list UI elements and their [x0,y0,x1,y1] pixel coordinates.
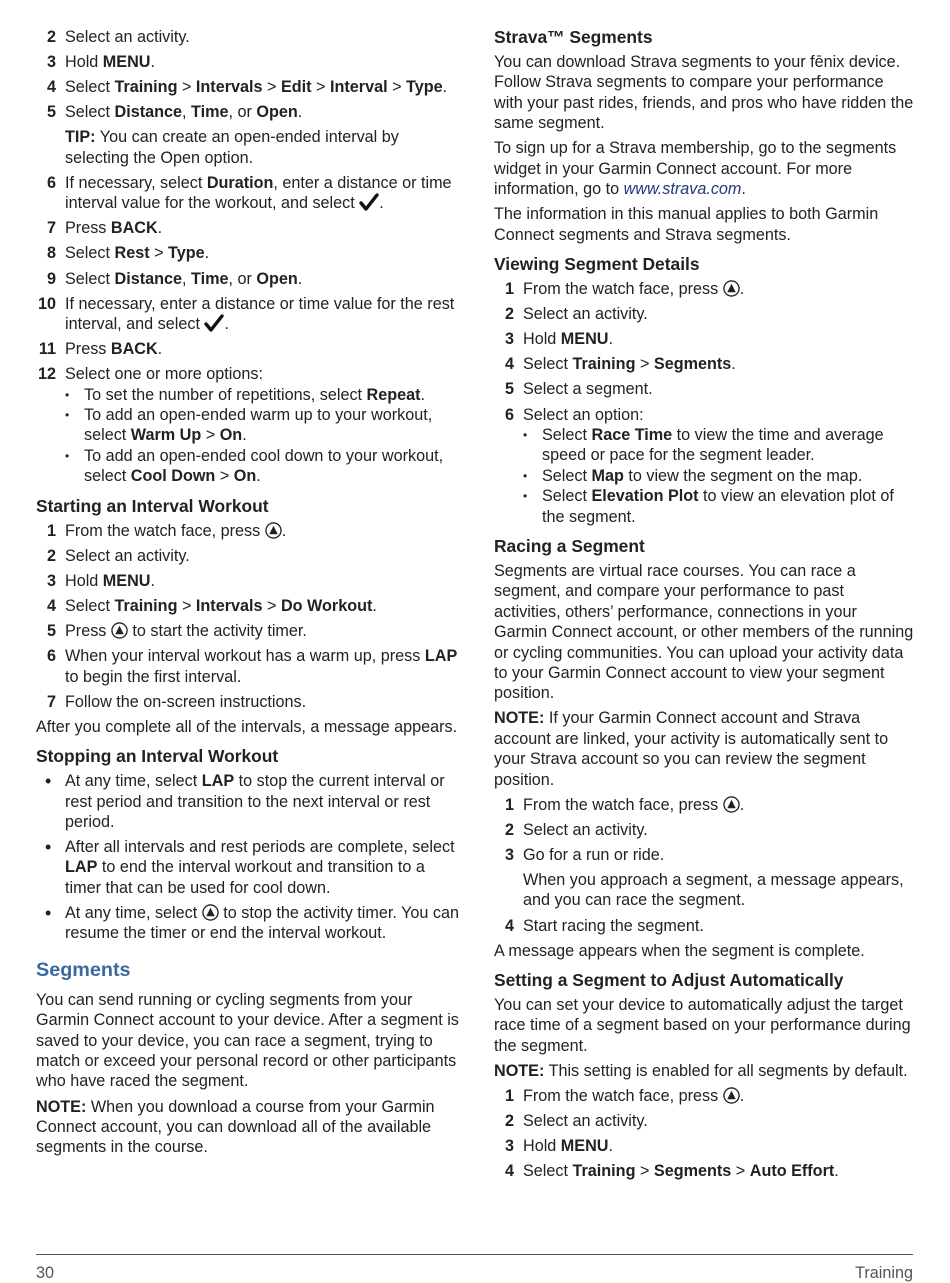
section-heading: Racing a Segment [494,535,645,556]
paragraph: A message appears when the segment is complete. [494,941,865,960]
step: 5 Select a segment. [504,380,653,399]
up-button-icon [202,904,219,921]
step: 4 Select Training > Segments. [504,355,736,374]
step: 8 Select Rest > Type. [46,244,210,263]
note: NOTE: When you download a course from your Garmin Connect account, you can download all of the available segments in the course. [36,1097,435,1157]
step: 3 Hold MENU. [46,53,155,72]
section-heading: Starting an Interval Workout [36,495,269,516]
step: 1 From the watch face, press . [504,1087,745,1106]
up-button-icon [723,280,740,297]
step: 11 Press BACK. [38,340,163,359]
list-item: • To add an open-ended warm up to your workout, select Warm Up > On. [36,405,464,446]
section-heading: Stopping an Interval Workout [36,746,279,767]
step: 3 Go for a run or ride. [504,845,665,864]
list-item: • After all intervals and rest periods are complete, select LAP to end the interval workout and transition to a timer that can be used for cool down. [36,837,464,898]
step: 6 When your interval workout has a warm up, press LAP to begin the first interval. [46,647,458,686]
option-list [36,385,464,487]
note: NOTE: This setting is enabled for all segments by default. [494,1061,908,1080]
step: 2 Select an activity. [504,1112,648,1131]
check-icon [359,193,379,211]
step: 7 Press BACK. [46,219,163,238]
list-item: • To set the number of repetitions, select Repeat. [36,385,464,405]
step: 3 Hold MENU. [46,571,155,590]
step: 3 Hold MENU. [504,1137,613,1156]
section-heading: Setting a Segment to Adjust Automatically [494,970,844,991]
paragraph: You can download Strava segments to your fēnix device. Follow Strava segments to compare your performance with your past rides, friends, and pros who have ridden the same segment. [494,53,914,133]
list-item: • To add an open-ended cool down to your workout, select Cool Down > On. [36,446,464,487]
step: 10 If necessary, enter a distance or time value for the rest interval, and select . [37,294,455,334]
section-heading: Strava™ Segments [494,27,653,47]
note: NOTE: If your Garmin Connect account and Strava account are linked, your activity is automatically sent to your Strava account so you can review the segment position. [494,709,889,789]
list-item: • At any time, select LAP to stop the current interval or rest period and transition to the next interval or rest period. [36,771,464,832]
step: 4 Select Training > Segments > Auto Effort. [504,1162,839,1181]
list-item: • Select Race Time to view the time and average speed or pace for the segment leader. [494,425,914,466]
footer-divider [36,1254,913,1255]
paragraph: You can set your device to automatically adjust the target race time of a segment based on your performance during the segment. [494,996,911,1055]
step: 6 Select an option: [504,405,644,424]
left-column [36,27,464,1162]
up-button-icon [723,796,740,813]
step: 1 From the watch face, press . [46,521,287,540]
step: 1 From the watch face, press . [504,280,745,299]
list-item: • Select Map to view the segment on the map. [494,466,914,486]
step: 2 Select an activity. [46,28,190,46]
right-column [494,27,914,1186]
paragraph: To sign up for a Strava membership, go to the segments widget in your Garmin Connect account. For more information, go to www.strava.com. [494,139,897,199]
list-item: • Select Elevation Plot to view an elevation plot of the segment. [494,486,914,527]
option-list [494,425,914,527]
up-button-icon [723,1087,740,1104]
step: 12 Select one or more options: [37,365,263,384]
step: 1 From the watch face, press . [504,795,745,814]
up-button-icon [111,622,128,639]
step: 2 Select an activity. [46,546,190,565]
paragraph: You can send running or cycling segments from your Garmin Connect account to your device. After a segment is saved to your device, you can race a segment, trying to match or exceed your personal record or other participants who have raced the segment. [36,990,459,1091]
step: 2 Select an activity. [504,820,648,839]
footer-section-title: Training [855,1264,913,1282]
page-number: 30 [36,1264,55,1282]
paragraph: After you complete all of the intervals, a message appears. [36,717,458,736]
step: 5 Select Distance, Time, or Open. [46,103,303,122]
step-detail: When you approach a segment, a message appears, and you can race the segment. [523,871,904,910]
list-item: • At any time, select to stop the activity timer. You can resume the timer or end the interval workout. [36,903,464,944]
step: 4 Start racing the segment. [504,916,704,935]
section-heading: Viewing Segment Details [494,254,700,275]
step: 3 Hold MENU. [504,330,613,349]
step: 4 Select Training > Intervals > Do Workout. [46,596,377,615]
strava-link[interactable]: www.strava.com [623,180,742,199]
paragraph: The information in this manual applies to both Garmin Connect segments and Strava segments. [494,205,879,244]
step: 5 Press to start the activity timer. [46,622,307,641]
step: 9 Select Distance, Time, or Open. [46,269,303,288]
step: 6 If necessary, select Duration, enter a distance or time interval value for the workout, and select . [46,173,452,213]
up-button-icon [265,522,282,539]
step: 7 Follow the on-screen instructions. [46,692,307,711]
step: 2 Select an activity. [504,305,648,324]
check-icon [204,314,224,332]
tip: TIP: You can create an open-ended interval by selecting the Open option. [65,128,399,167]
paragraph: Segments are virtual race courses. You can race a segment, and compare your performance to past activities, others’ performance, connections in your Garmin Connect account, or other members of the running or cycling communities. You can upload your activity data to your Garmin Connect account to view your segment position. [494,561,914,703]
step: 4 Select Training > Intervals > Edit > Interval > Type. [46,78,448,97]
chapter-heading: Segments [36,958,131,981]
